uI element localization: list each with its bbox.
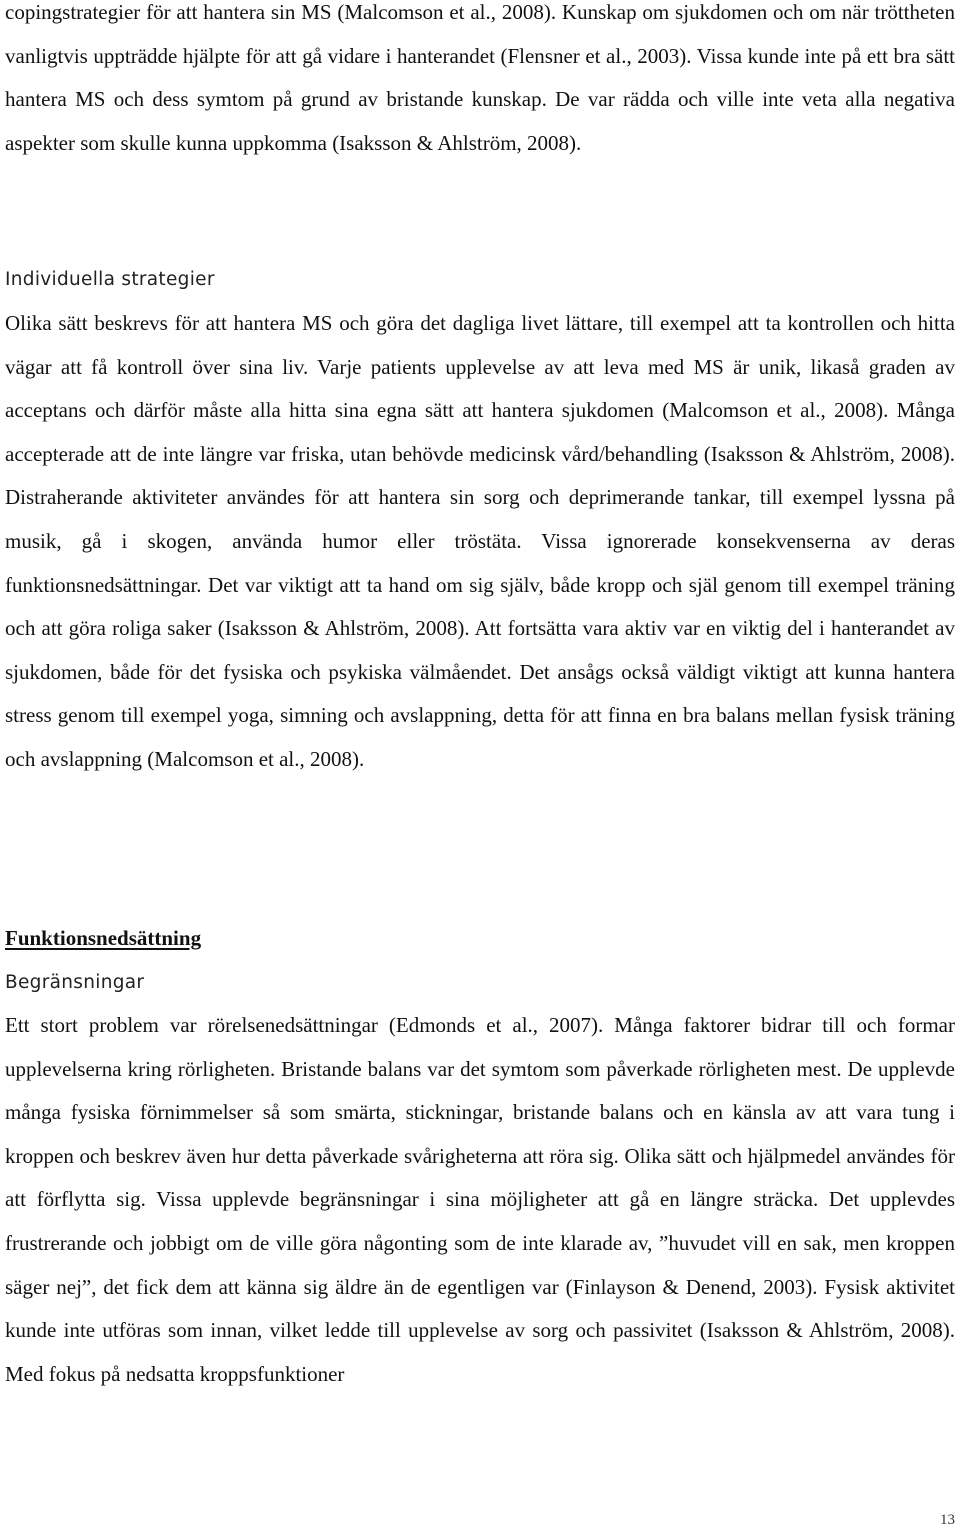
subheading-limitations: Begränsningar bbox=[5, 972, 145, 993]
page-number: 13 bbox=[940, 1512, 955, 1528]
subheading-individual-strategies: Individuella strategier bbox=[5, 269, 215, 290]
section-heading-functional-impairment: Funktionsnedsättning bbox=[5, 926, 202, 950]
intro-paragraph: copingstrategier för att hantera sin MS (Malcomson et al., 2008). Kunskap om sjukdomen och om när tröttheten vanligtvis uppträdde hjälpte för att gå vidare i hanterandet (Flensner et al., 2003). Vissa kunde inte på ett bra sätt hantera MS och dess symtom på grund av bristande kunskap. De var rädda och ville inte veta alla negativa aspekter som skulle kunna uppkomma (Isaksson & Ahlström, 2008). bbox=[5, 0, 955, 155]
paragraph-limitations: Ett stort problem var rörelsenedsättningar (Edmonds et al., 2007). Många faktorer bidrar till och formar upplevelserna kring rörligheten. Bristande balans var det symtom som påverkade rörligheten mest. De upplevde många fysiska förnimmelser så som smärta, stickningar, bristande balans och en känsla av att vara tung i kroppen och beskrev även hur detta påverkade svårigheterna att röra sig. Olika sätt och hjälpmedel användes för att förflytta sig. Vissa upplevde begränsningar i sina möjligheter att gå en längre sträcka. Det upplevdes frustrerande och jobbigt om de ville göra någonting som de inte klarade av, ”huvudet vill en sak, men kroppen säger nej”, det fick dem att känna sig äldre än de egentligen var (Finlayson & Denend, 2003). Fysisk aktivitet kunde inte utföras som innan, vilket ledde till upplevelse av sorg och passivitet (Isaksson & Ahlström, 2008). Med fokus på nedsatta kroppsfunktioner bbox=[5, 1013, 955, 1386]
paragraph-individual-strategies: Olika sätt beskrevs för att hantera MS och göra det dagliga livet lättare, till exempel att ta kontrollen och hitta vägar att få kontroll över sina liv. Varje patients upplevelse av att leva med MS är unik, likaså graden av acceptans och därför måste alla hitta sina egna sätt att hantera sjukdomen (Malcomson et al., 2008). Många accepterade att de inte längre var friska, utan behövde medicinsk vård/behandling (Isaksson & Ahlström, 2008). Distraherande aktiviteter användes för att hantera sin sorg och deprimerande tankar, till exempel lyssna på musik, gå i skogen, använda humor eller tröstäta. Vissa ignorerade konsekvenserna av deras funktionsnedsättningar. Det var viktigt att ta hand om sig själv, både kropp och själ genom till exempel träning och att göra roliga saker (Isaksson & Ahlström, 2008). Att fortsätta vara aktiv var en viktig del i hanterandet av sjukdomen, både för det fysiska och psykiska välmåendet. Det ansågs också väldigt viktigt att kunna hantera stress genom till exempel yoga, simning och avslappning, detta för att finna en bra balans mellan fysisk träning och avslappning (Malcomson et al., 2008). bbox=[5, 311, 955, 771]
